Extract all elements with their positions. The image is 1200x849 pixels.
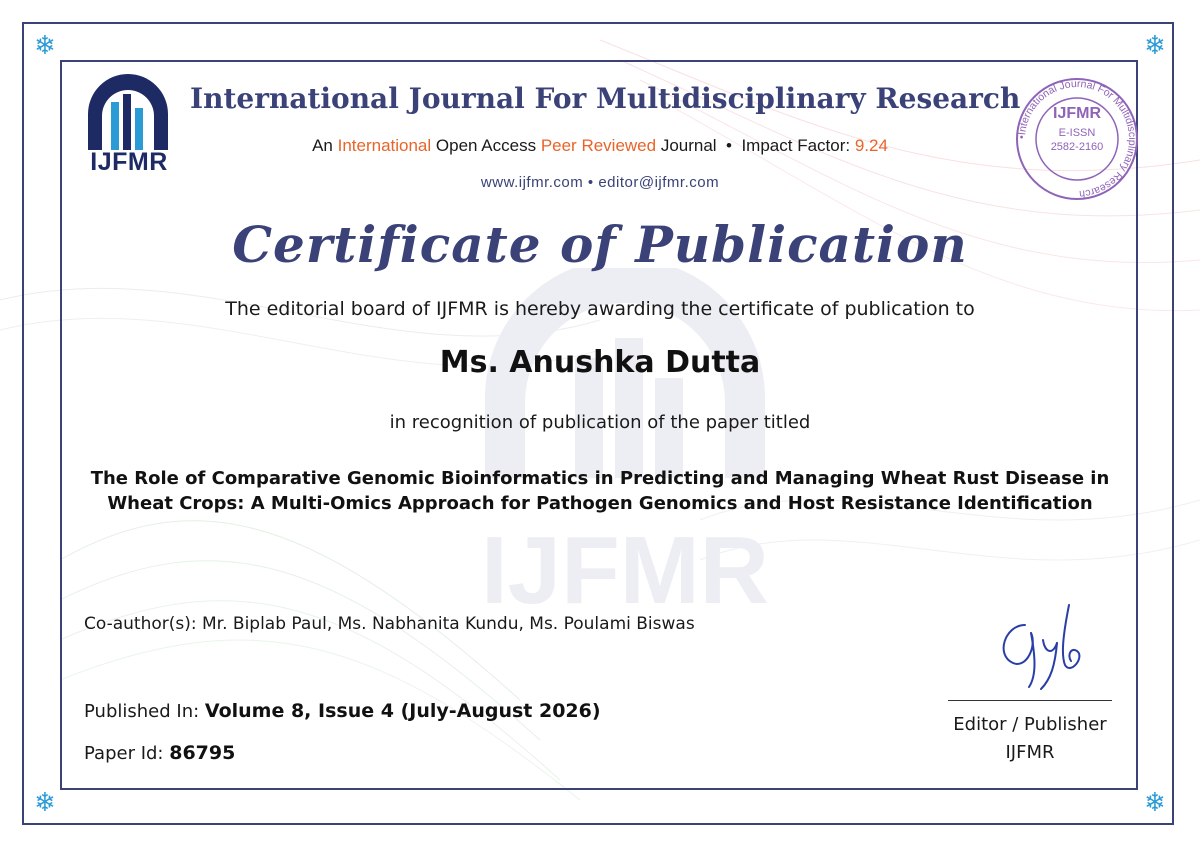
seal-issn-label: E-ISSN: [1058, 127, 1096, 139]
certificate-title: Certificate of Publication: [232, 215, 968, 274]
paper-title: The Role of Comparative Genomic Bioinformatics in Predicting and Managing Wheat Rust Disease in Wheat Crops: A Multi-Omics Approach for Pathogen Genomics and Host Resistance Identification: [90, 468, 1110, 514]
watermark-text: IJFMR: [481, 517, 769, 624]
tagline-bullet: •: [726, 136, 732, 155]
tagline-an: An: [312, 136, 333, 155]
coauthors-line: [84, 614, 904, 634]
seal-title: IJFMR: [1053, 105, 1101, 122]
signatory-role: Editor / Publisher: [953, 714, 1107, 735]
paper-id-label: Paper Id:: [84, 743, 164, 764]
signature-line: [948, 700, 1112, 701]
recipient-name: Ms. Anushka Dutta: [439, 345, 761, 380]
published-in-line: [84, 700, 904, 722]
published-label: Published In:: [84, 701, 200, 722]
journal-tagline: [190, 136, 1010, 156]
seal-issn-number: 2582-2160: [1050, 141, 1104, 153]
coauthors-names: Mr. Biplab Paul, Ms. Nabhanita Kundu, Ms. Poulami Biswas: [202, 614, 695, 634]
logo-wordmark: IJFMR: [90, 148, 168, 176]
paper-id-value: 86795: [169, 742, 236, 764]
impact-factor-label: Impact Factor:: [741, 136, 851, 155]
tagline-international: International: [337, 136, 432, 155]
corner-top-left-icon: ❄: [34, 31, 56, 61]
tagline-peer-reviewed: Peer Reviewed: [540, 136, 657, 155]
journal-name: International Journal For Multidisciplinary Research: [190, 82, 1021, 115]
signature-icon: [985, 595, 1095, 695]
impact-factor-value: 9.24: [854, 136, 888, 155]
recognition-statement: in recognition of publication of the paper titled: [389, 412, 811, 433]
tagline-open-access: Open Access: [435, 136, 537, 155]
seal-ring-text: •International Journal For Multidisciplinary Research: [1015, 78, 1139, 200]
paper-id-line: [84, 742, 484, 764]
journal-contact: www.ijfmr.com • editor@ijfmr.com: [480, 174, 720, 191]
signatory-organization: IJFMR: [1005, 742, 1055, 763]
published-value: Volume 8, Issue 4 (July-August 2026): [204, 700, 601, 722]
tagline-journal: Journal: [660, 136, 717, 155]
corner-bottom-left-icon: ❄: [34, 788, 56, 818]
corner-top-right-icon: ❄: [1144, 31, 1166, 61]
award-statement: The editorial board of IJFMR is hereby awarding the certificate of publication to: [225, 298, 975, 320]
coauthors-label: Co-author(s):: [84, 614, 197, 634]
corner-bottom-right-icon: ❄: [1144, 788, 1166, 818]
issn-seal: [1010, 78, 1144, 200]
